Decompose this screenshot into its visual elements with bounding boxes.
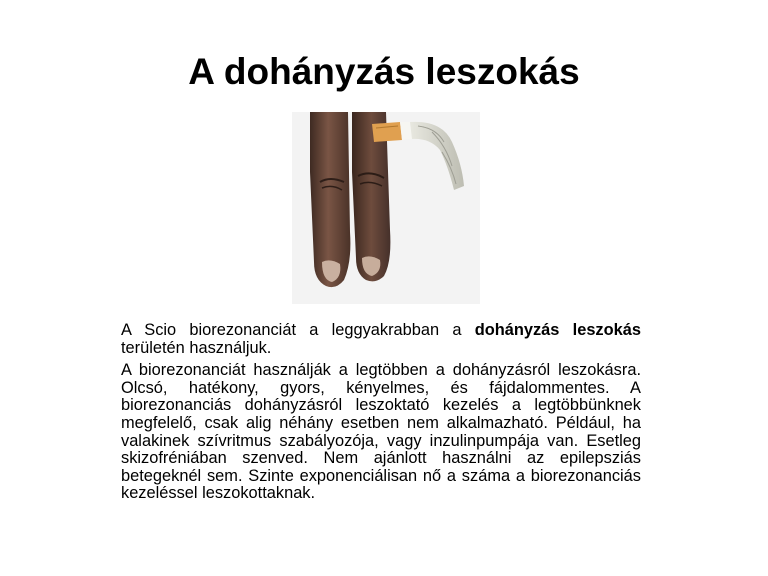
fingers-holding-cigarette-photo <box>292 112 480 304</box>
paragraph-intro-text-end: területén használjuk. <box>121 338 272 357</box>
paragraph-intro-bold-term: dohányzás leszokás <box>474 321 641 339</box>
body-text <box>121 322 641 508</box>
paragraph-intro-text-start: A Scio biorezonanciát a leggyakrabban a <box>121 321 475 339</box>
paragraph-intro <box>121 322 641 357</box>
slide-title: A dohányzás leszokás <box>188 51 580 92</box>
paragraph-details: A biorezonanciát használják a legtöbben a dohányzásról leszokásra. Olcsó, hatékony, gyors, kényelmes, és fájdalommentes. A biorezonanciás dohányzásról leszoktató kezelés a legtöbbünknek megfelelő, csak alig néhány esetben nem alkalmazható. Például, ha valakinek szívritmus szabályozója, vagy inzulinpumpája van. Esetleg skizofréniában szenved. Nem ajánlott használni az epilepsziás betegeknél sem. Szinte exponenciálisan nő a száma a biorezonanciás kezeléssel leszokottaknak. <box>121 361 641 503</box>
